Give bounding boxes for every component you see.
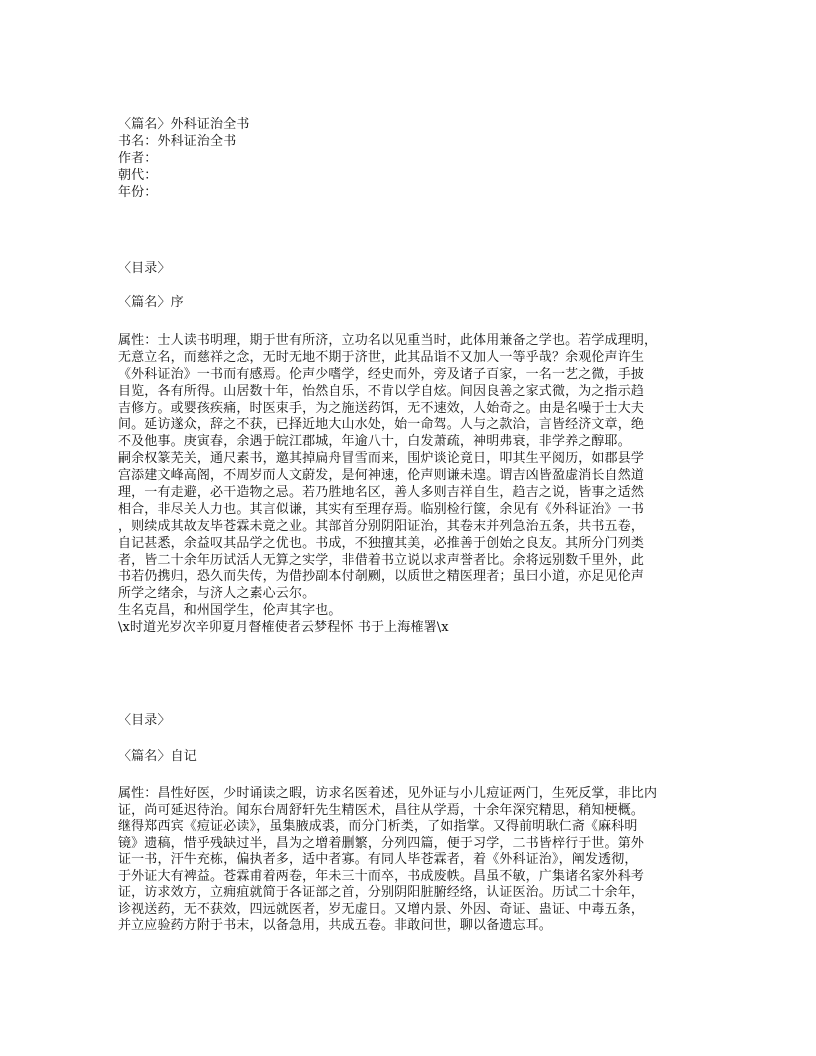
text-line: 《外科证治》一书而有感焉。伦声少嗜学，经史而外，旁及诸子百家，一名一艺之微，手披 <box>118 366 645 382</box>
text-line: \x时道光岁次辛卯夏月督榷使者云梦程怀 书于上海榷署\x <box>118 620 449 636</box>
toc-marker: 〈目录〉 <box>118 713 171 728</box>
text-line: 书若仍携归，恐久而失传，为借抄副本付剞劂，以质世之精医理者；虽曰小道，亦足见伦声 <box>118 569 645 585</box>
text-line: 间。延访遂众，辞之不获，已择近地大山水处，始一命驾。人与之款洽，言皆经济文章，绝 <box>118 417 645 433</box>
text-line: 自记甚悉，余益叹其品学之优也。书成，不独擅其美，必推善于创始之良友。其所分门列类 <box>118 535 645 551</box>
text-line: 目览，各有所得。山居数十年，怡然自乐，不肯以学自炫。间因良善之家式微，为之指示趋 <box>118 383 645 399</box>
text-line: ，则续成其故友毕苍霖未竟之业。其部首分别阴阳证治，其卷末并列急治五条，共书五卷， <box>118 518 645 534</box>
text-line: 镜》遗稿，惜乎残缺过半，昌为之增着删繁，分列四篇，便于习学，二书皆梓行于世。第外 <box>118 835 645 851</box>
chapter-title: 〈篇名〉外科证治全书 <box>118 117 250 132</box>
text-line: 无意立名，而慈祥之念，无时无地不期于济世，此其品诣不又加人一等乎哉？余观伦声许生 <box>118 349 645 365</box>
section-heading-self-note: 〈篇名〉自记 <box>118 749 197 764</box>
preface-body <box>118 333 657 637</box>
text-line: 嗣余权篆芜关，通尺素书，邀其掉扁舟冒雪而来，围炉谈论竟日，叩其生平阅历，如郡县学 <box>118 451 645 467</box>
text-line: 于外证大有裨益。苍霖甫着两卷，年未三十而卒，书成废帙。昌虽不敏，广集诸名家外科考 <box>118 868 645 884</box>
self-note-body <box>118 786 657 935</box>
text-line: 并立应验药方附于书末，以备急用，共成五卷。非敢问世，聊以备遗忘耳。 <box>118 918 552 933</box>
text-line: 诊视送药，无不获效，四远就医者，岁无虚日。又增内景、外因、奇证、蛊证、中毒五条， <box>118 901 645 917</box>
book-header <box>118 116 250 201</box>
text-line: 吉修方。或婴孩疾痛，时医束手，为之施送药饵，无不速效，人始奇之。由是名噪于士大夫 <box>118 400 645 416</box>
toc-marker: 〈目录〉 <box>118 261 171 276</box>
section-heading-preface: 〈篇名〉序 <box>118 295 184 310</box>
text-line: 属性：士人读书明理，期于世有所济，立功名以见重当时，此体用兼备之学也。若学成理明， <box>118 333 658 348</box>
text-line: 证，访求效方，立痈疽就简于各证部之首，分别阴阳脏腑经络，认证医治。历试二十余年， <box>118 885 645 900</box>
book-name: 书名：外科证治全书 <box>118 134 237 149</box>
dynasty-field: 朝代： <box>118 168 158 183</box>
text-line: 相合，非尽关人力也。其言似谦，其实有至理存焉。临别检行箧，余见有《外科证治》一书 <box>118 501 645 517</box>
text-line: 理，一有走避，必干造物之忌。若乃胜地名区，善人多则吉祥自生，趋吉之说，皆事之适然 <box>118 485 645 501</box>
text-line: 不及他事。庚寅春，余遇于皖江郡城，年逾八十，白发萧疏，神明弗衰，非学养之醇耶。 <box>118 434 631 450</box>
text-line: 所学之绪余，与济人之素心云尔。 <box>118 586 316 602</box>
text-line: 证一书，汗牛充栋，偏执者多，适中者寡。有同人毕苍霖者，着《外科证治》，阐发透彻， <box>118 852 638 867</box>
text-line: 证，尚可延迟待治。闻东台周舒轩先生精医术，昌往从学焉，十余年深究精思，稍知梗概。 <box>118 802 645 818</box>
text-line: 生名克昌，和州国学生，伦声其字也。 <box>118 603 342 619</box>
year-field: 年份： <box>118 185 158 200</box>
author-field: 作者： <box>118 151 158 166</box>
text-line: 继得郑西宾《痘证必读》，虽集腋成裘，而分门析类，了如指掌。又得前明耿仁斋《麻科明 <box>118 819 638 834</box>
text-line: 宫添建文峰高阁，不周岁而人文蔚发，是何神速，伦声则谦未遑。谓吉凶皆盈虚消长自然道 <box>118 468 645 484</box>
text-line: 属性：昌性好医，少时诵读之暇，访求名医着述，见外证与小儿痘证两门，生死反掌，非比内 <box>118 786 658 801</box>
text-line: 者，皆二十余年历试活人无算之实学，非借着书立说以求声誉者比。余将远别数千里外，此 <box>118 552 645 568</box>
